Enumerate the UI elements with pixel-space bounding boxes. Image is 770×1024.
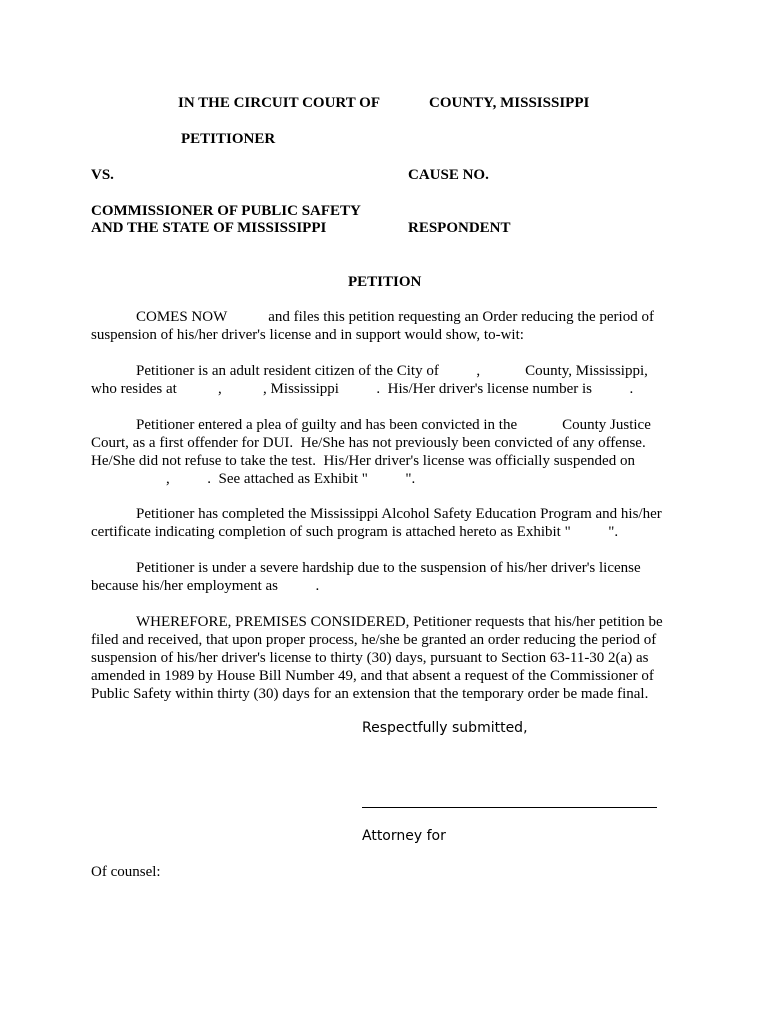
- paragraph-line: certificate indicating completion of such program is attached hereto as Exhibit " ".: [91, 524, 619, 540]
- paragraph-line: He/She did not refuse to take the test. His/Her driver's license was officially suspended on: [91, 453, 635, 469]
- respondent-label: RESPONDENT: [408, 220, 511, 236]
- paragraph-line: COMES NOW and files this petition requesting an Order reducing the period of: [136, 309, 654, 325]
- court-name-left: IN THE CIRCUIT COURT OF: [178, 95, 381, 111]
- of-counsel-label: Of counsel:: [91, 864, 161, 880]
- paragraph-line: because his/her employment as .: [91, 578, 320, 594]
- paragraph-line: suspension of his/her driver's license and in support would show, to-wit:: [91, 327, 524, 343]
- paragraph-line: Petitioner is an adult resident citizen of the City of , County, Mississippi,: [136, 363, 648, 379]
- paragraph-education-program: [91, 505, 671, 541]
- signature-line: [362, 807, 657, 808]
- paragraph-line: Court, as a first offender for DUI. He/She has not previously been convicted of any offense.: [91, 435, 646, 451]
- paragraph-line: , . See attached as Exhibit " ".: [91, 471, 416, 487]
- paragraph-hardship: [91, 559, 671, 595]
- respondent-name-line1: COMMISSIONER OF PUBLIC SAFETY: [91, 203, 361, 219]
- paragraph-wherefore: [91, 613, 671, 703]
- paragraph-residency: [91, 362, 671, 398]
- paragraph-line: suspension of his/her driver's license to thirty (30) days, pursuant to Section 63-11-30 2(a) as: [91, 650, 649, 666]
- paragraph-line: Petitioner entered a plea of guilty and has been convicted in the County Justice: [136, 417, 651, 433]
- paragraph-line: Petitioner has completed the Mississippi Alcohol Safety Education Program and his/her: [136, 506, 662, 522]
- vs-label: VS.: [91, 167, 114, 183]
- paragraph-line: WHEREFORE, PREMISES CONSIDERED, Petitioner requests that his/her petition be: [136, 614, 663, 630]
- paragraph-conviction: [91, 416, 671, 488]
- document-title: PETITION: [348, 274, 422, 290]
- closing-respectfully-submitted: Respectfully submitted,: [362, 720, 528, 736]
- paragraph-comes-now: [91, 308, 671, 344]
- paragraph-line: who resides at , , Mississippi . His/Her driver's license number is .: [91, 381, 634, 397]
- paragraph-line: amended in 1989 by House Bill Number 49, and that absent a request of the Commissioner of: [91, 668, 654, 684]
- court-name-right: COUNTY, MISSISSIPPI: [429, 95, 590, 111]
- petitioner-label: PETITIONER: [181, 131, 276, 147]
- respondent-name-line2: AND THE STATE OF MISSISSIPPI: [91, 220, 327, 236]
- cause-number-label: CAUSE NO.: [408, 167, 489, 183]
- paragraph-line: Petitioner is under a severe hardship due to the suspension of his/her driver's license: [136, 560, 641, 576]
- paragraph-line: Public Safety within thirty (30) days for an extension that the temporary order be made final.: [91, 686, 649, 702]
- paragraph-line: filed and received, that upon proper process, he/she be granted an order reducing the period of: [91, 632, 657, 648]
- attorney-for-label: Attorney for: [362, 828, 446, 844]
